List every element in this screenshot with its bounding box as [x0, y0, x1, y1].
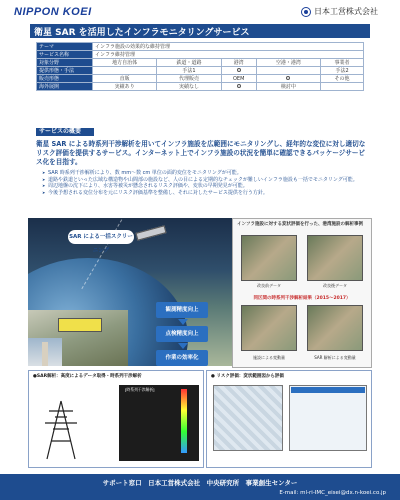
row-label: 海外展開	[37, 83, 93, 91]
row-label: テーマ	[37, 43, 93, 51]
cell: 鉄道・道路	[157, 59, 221, 67]
table-row	[37, 67, 364, 75]
step-badge: 点検精度向上	[156, 326, 208, 342]
circle-mark-icon	[237, 68, 241, 72]
cell: OEM	[221, 75, 256, 83]
header	[0, 0, 400, 24]
cell: 実績あり	[93, 83, 157, 91]
insar-image	[119, 385, 199, 461]
lead-paragraph: 衛星 SAR による時系列干渉解析を用いてインフラ施設を広範囲にモニタリングし、経年的な変位に対し適切なリスク評価を提供するサービス。インターネット上でインフラ施設の状況を簡単に確認できるパッケージサービス化を目指す。	[36, 140, 366, 166]
cell	[221, 67, 256, 75]
cell: 検討中	[256, 83, 320, 91]
cell: 手法1	[157, 67, 221, 75]
row-value: インフラ施設の効果的な維持管理	[93, 43, 364, 51]
cell: 代理販売	[157, 75, 221, 83]
table-row	[37, 43, 364, 51]
bullet-item: ➤ 道路や鉄道といった広域な構造物や山間部の施設など、人の目による定期的なチェックが難しいインフラ施設も一括でモニタリング可能。	[42, 177, 368, 184]
table-row	[37, 75, 364, 83]
box-title: ● リスク評価：変状範囲図から評価	[211, 374, 284, 379]
panel-title: インフラ施設に対する変状評価を行った、港湾施設の解析事例	[237, 222, 363, 227]
table-row	[37, 83, 364, 91]
company-seal-icon	[301, 7, 311, 17]
row-label: 提供形態・手法	[37, 67, 93, 75]
info-table	[36, 42, 364, 91]
cell	[256, 75, 320, 83]
range-label: 同区間の時系列干渉解析結果（2015～2017）	[253, 296, 351, 301]
bullet-item: ➤ 今後予想される変位分布を元にリスク評価基準を整備し、それに対したサービス提供を行う方針。	[42, 190, 368, 197]
row-label: 対象分野	[37, 59, 93, 67]
sar-screening-label: SAR による一括スクリーニング	[68, 230, 134, 244]
color-scale	[181, 389, 187, 453]
down-arrow-icon	[178, 343, 188, 349]
cell: 港湾	[221, 59, 256, 67]
cell: 空港・港湾	[256, 59, 320, 67]
row-label: サービス名称	[37, 51, 93, 59]
company-name-text: 日本工営株式会社	[314, 7, 378, 16]
risk-map	[213, 385, 283, 451]
transmission-tower-icon	[41, 399, 81, 461]
cell	[221, 83, 256, 91]
cell: 手法2	[321, 67, 364, 75]
tower-icon	[42, 342, 48, 366]
nippon-koei-logo: NIPPON KOEI	[14, 6, 92, 18]
down-arrow-icon	[178, 319, 188, 325]
analysis-example-panel	[232, 218, 372, 368]
after-caption: 改良後データ	[323, 283, 347, 288]
risk-ui-screenshot	[289, 385, 367, 451]
title-bar	[30, 24, 370, 38]
page-title: 衛星 SAR を活用したインフラモニタリングサービス	[34, 28, 250, 38]
cell: その他	[321, 75, 364, 83]
cell	[256, 67, 320, 75]
footer	[0, 474, 400, 500]
caption-2: SAR 解析による変動量	[314, 355, 356, 360]
bullet-list	[42, 170, 368, 196]
cell	[321, 83, 364, 91]
insar-label: [時系列干渉解析]	[125, 387, 155, 392]
circle-mark-icon	[237, 84, 241, 88]
cell: 実績なし	[157, 83, 221, 91]
ui-header-bar	[291, 387, 365, 393]
cell: 直販	[93, 75, 157, 83]
circle-mark-icon	[286, 76, 290, 80]
box-title: ●SAR解析：高度によるデータ取得・時系列干渉解析	[33, 374, 142, 379]
step-badge: 作業の効率化	[156, 350, 208, 366]
company-name	[301, 6, 378, 17]
table-row	[37, 59, 364, 67]
after-map	[307, 235, 363, 281]
row-label: 販売形態	[37, 75, 93, 83]
displacement-map-1	[241, 305, 297, 351]
bullet-item: ➤ 周辺地盤の沈下により、水害等被災が懸念されるリスク評価や、変状の早期発見が可能。	[42, 183, 368, 190]
bullet-item: ➤ SAR 時系列干渉解析により、数 mm～数 cm 単位の面的変位をモニタリングが可能。	[42, 170, 368, 177]
section-title: サービスの概要	[36, 128, 94, 136]
cell: 事業者	[321, 59, 364, 67]
support-contact: サポート窓口 日本工営株式会社 中央研究所 事業創生センター	[102, 479, 298, 487]
train-icon	[58, 318, 102, 332]
step-badge: 観測精度向上	[156, 302, 208, 318]
cell	[93, 67, 157, 75]
cell: 地方自治体	[93, 59, 157, 67]
caption-1: 施設による変動量	[253, 355, 285, 360]
row-value: インフラ維持管理	[93, 51, 364, 59]
sar-analysis-box	[28, 370, 204, 468]
before-caption: 改良前データ	[257, 283, 281, 288]
risk-evaluation-box	[206, 370, 372, 468]
before-map	[241, 235, 297, 281]
table-row	[37, 51, 364, 59]
displacement-map-2	[307, 305, 363, 351]
contact-email[interactable]: E-mail: ml-ri-IMC_eisei@dx.n-koei.co.jp	[279, 490, 386, 496]
